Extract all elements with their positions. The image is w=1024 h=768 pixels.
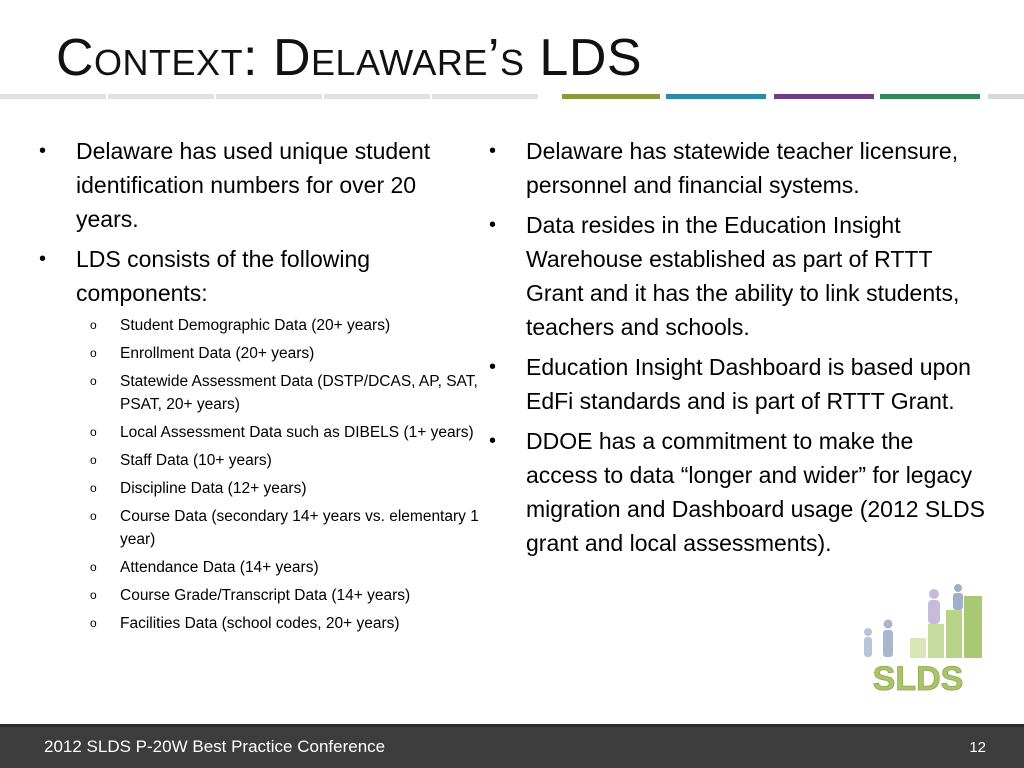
footer-conference-text: 2012 SLDS P-20W Best Practice Conference [44,737,386,756]
bullet-item [486,424,986,560]
sub-bullet-item [76,556,481,579]
left-column [36,134,481,641]
sub-bullet-item [76,342,481,365]
bullet-text: Education Insight Dashboard is based upon EdFi standards and is part of RTTT Grant. [526,354,971,414]
sub-bullet-marker: o [90,509,97,523]
sub-bullet-text: Course Grade/Transcript Data (14+ years) [120,587,411,604]
sub-bullet-text: Attendance Data (14+ years) [120,559,319,576]
bullet-marker: • [489,214,497,236]
bullet-marker: • [489,356,497,378]
bullet-item [36,242,481,635]
left-bullet-list [36,134,481,635]
sub-bullet-text: Enrollment Data (20+ years) [120,345,315,362]
logo-figure [929,589,939,599]
sub-bullet-marker: o [90,453,97,467]
sub-bullet-text: Discipline Data (12+ years) [120,480,307,497]
title-part: LDS [524,29,643,87]
sub-bullet-marker: o [90,481,97,495]
sub-bullet-marker: o [90,616,97,630]
bullet-text: Data resides in the Education Insight Warehouse established as part of RTTT Grant and it has the ability to link students, teachers and schools. [526,212,960,340]
sub-bullet-text: Staff Data (10+ years) [120,452,272,469]
sub-bullet-text: Local Assessment Data such as DIBELS (1+ years) [120,424,474,441]
sub-bullet-marker: o [90,318,97,332]
divider-segment [108,94,214,99]
sub-bullet-marker: o [90,588,97,602]
right-column [486,134,986,566]
sub-bullet-item [76,584,481,607]
divider-segment [324,94,430,99]
sub-bullet-text: Statewide Assessment Data (DSTP/DCAS, AP, SAT, PSAT, 20+ years) [120,373,478,413]
sub-bullet-item [76,477,481,500]
sub-bullet-marker: o [90,374,97,388]
logo-figure [864,628,872,636]
sub-bullet-item [76,505,481,551]
sub-bullet-text: Student Demographic Data (20+ years) [120,317,391,334]
logo-bar [946,610,962,658]
bullet-text: Delaware has used unique student identification numbers for over 20 years. [76,138,431,232]
bullet-marker: • [489,430,497,452]
bullet-marker: • [489,140,497,162]
bullet-text: DDOE has a commitment to make the access to data “longer and wider” for legacy migration and Dashboard usage (2012 SLDS grant and local assessments). [526,428,986,556]
logo-figure [953,593,963,610]
divider-segment [880,94,980,99]
logo-figure [928,600,940,624]
logo-figure [954,584,962,592]
sub-bullet-item [76,612,481,635]
sub-bullet-text: Course Data (secondary 14+ years vs. elementary 1 year) [120,508,479,548]
divider-segment [666,94,766,99]
sub-bullet-item [76,449,481,472]
bullet-item [486,208,986,344]
sub-bullet-marker: o [90,346,97,360]
sub-bullet-item [76,314,481,337]
divider-segment [562,94,660,99]
slide-number: 12 [969,739,986,756]
sub-bullet-item [76,370,481,416]
bullet-marker: • [39,248,47,270]
divider-segment [0,94,106,99]
logo-figure [883,630,893,657]
divider-segment [774,94,874,99]
divider-segment [432,94,538,99]
divider-segment [988,94,1024,99]
bullet-text: Delaware has statewide teacher licensure, personnel and financial systems. [526,138,959,198]
logo-bar [964,596,982,658]
bullet-item [36,134,481,236]
title-part [258,29,273,87]
bullet-text: LDS consists of the following components: [76,246,371,306]
logo-wordmark: SLDS [872,660,964,696]
footer-bar [0,724,1024,768]
sub-bullet-marker: o [90,560,97,574]
title-part: Context: [56,29,259,87]
logo-figure [864,637,872,657]
bullet-item [486,134,986,202]
sub-bullet-text: Facilities Data (school codes, 20+ years) [120,615,400,632]
slide-title [56,26,642,90]
sub-bullet-list [76,314,481,635]
sub-bullet-marker: o [90,425,97,439]
sub-bullet-item [76,421,481,444]
bullet-marker: • [39,140,47,162]
right-bullet-list [486,134,986,560]
logo-figure [884,620,893,629]
divider-segment [216,94,322,99]
bullet-item [486,350,986,418]
slds-logo-icon [848,584,988,696]
logo-bar [910,638,926,658]
title-part: Delaware’s [272,29,525,87]
logo-bar [928,624,944,658]
